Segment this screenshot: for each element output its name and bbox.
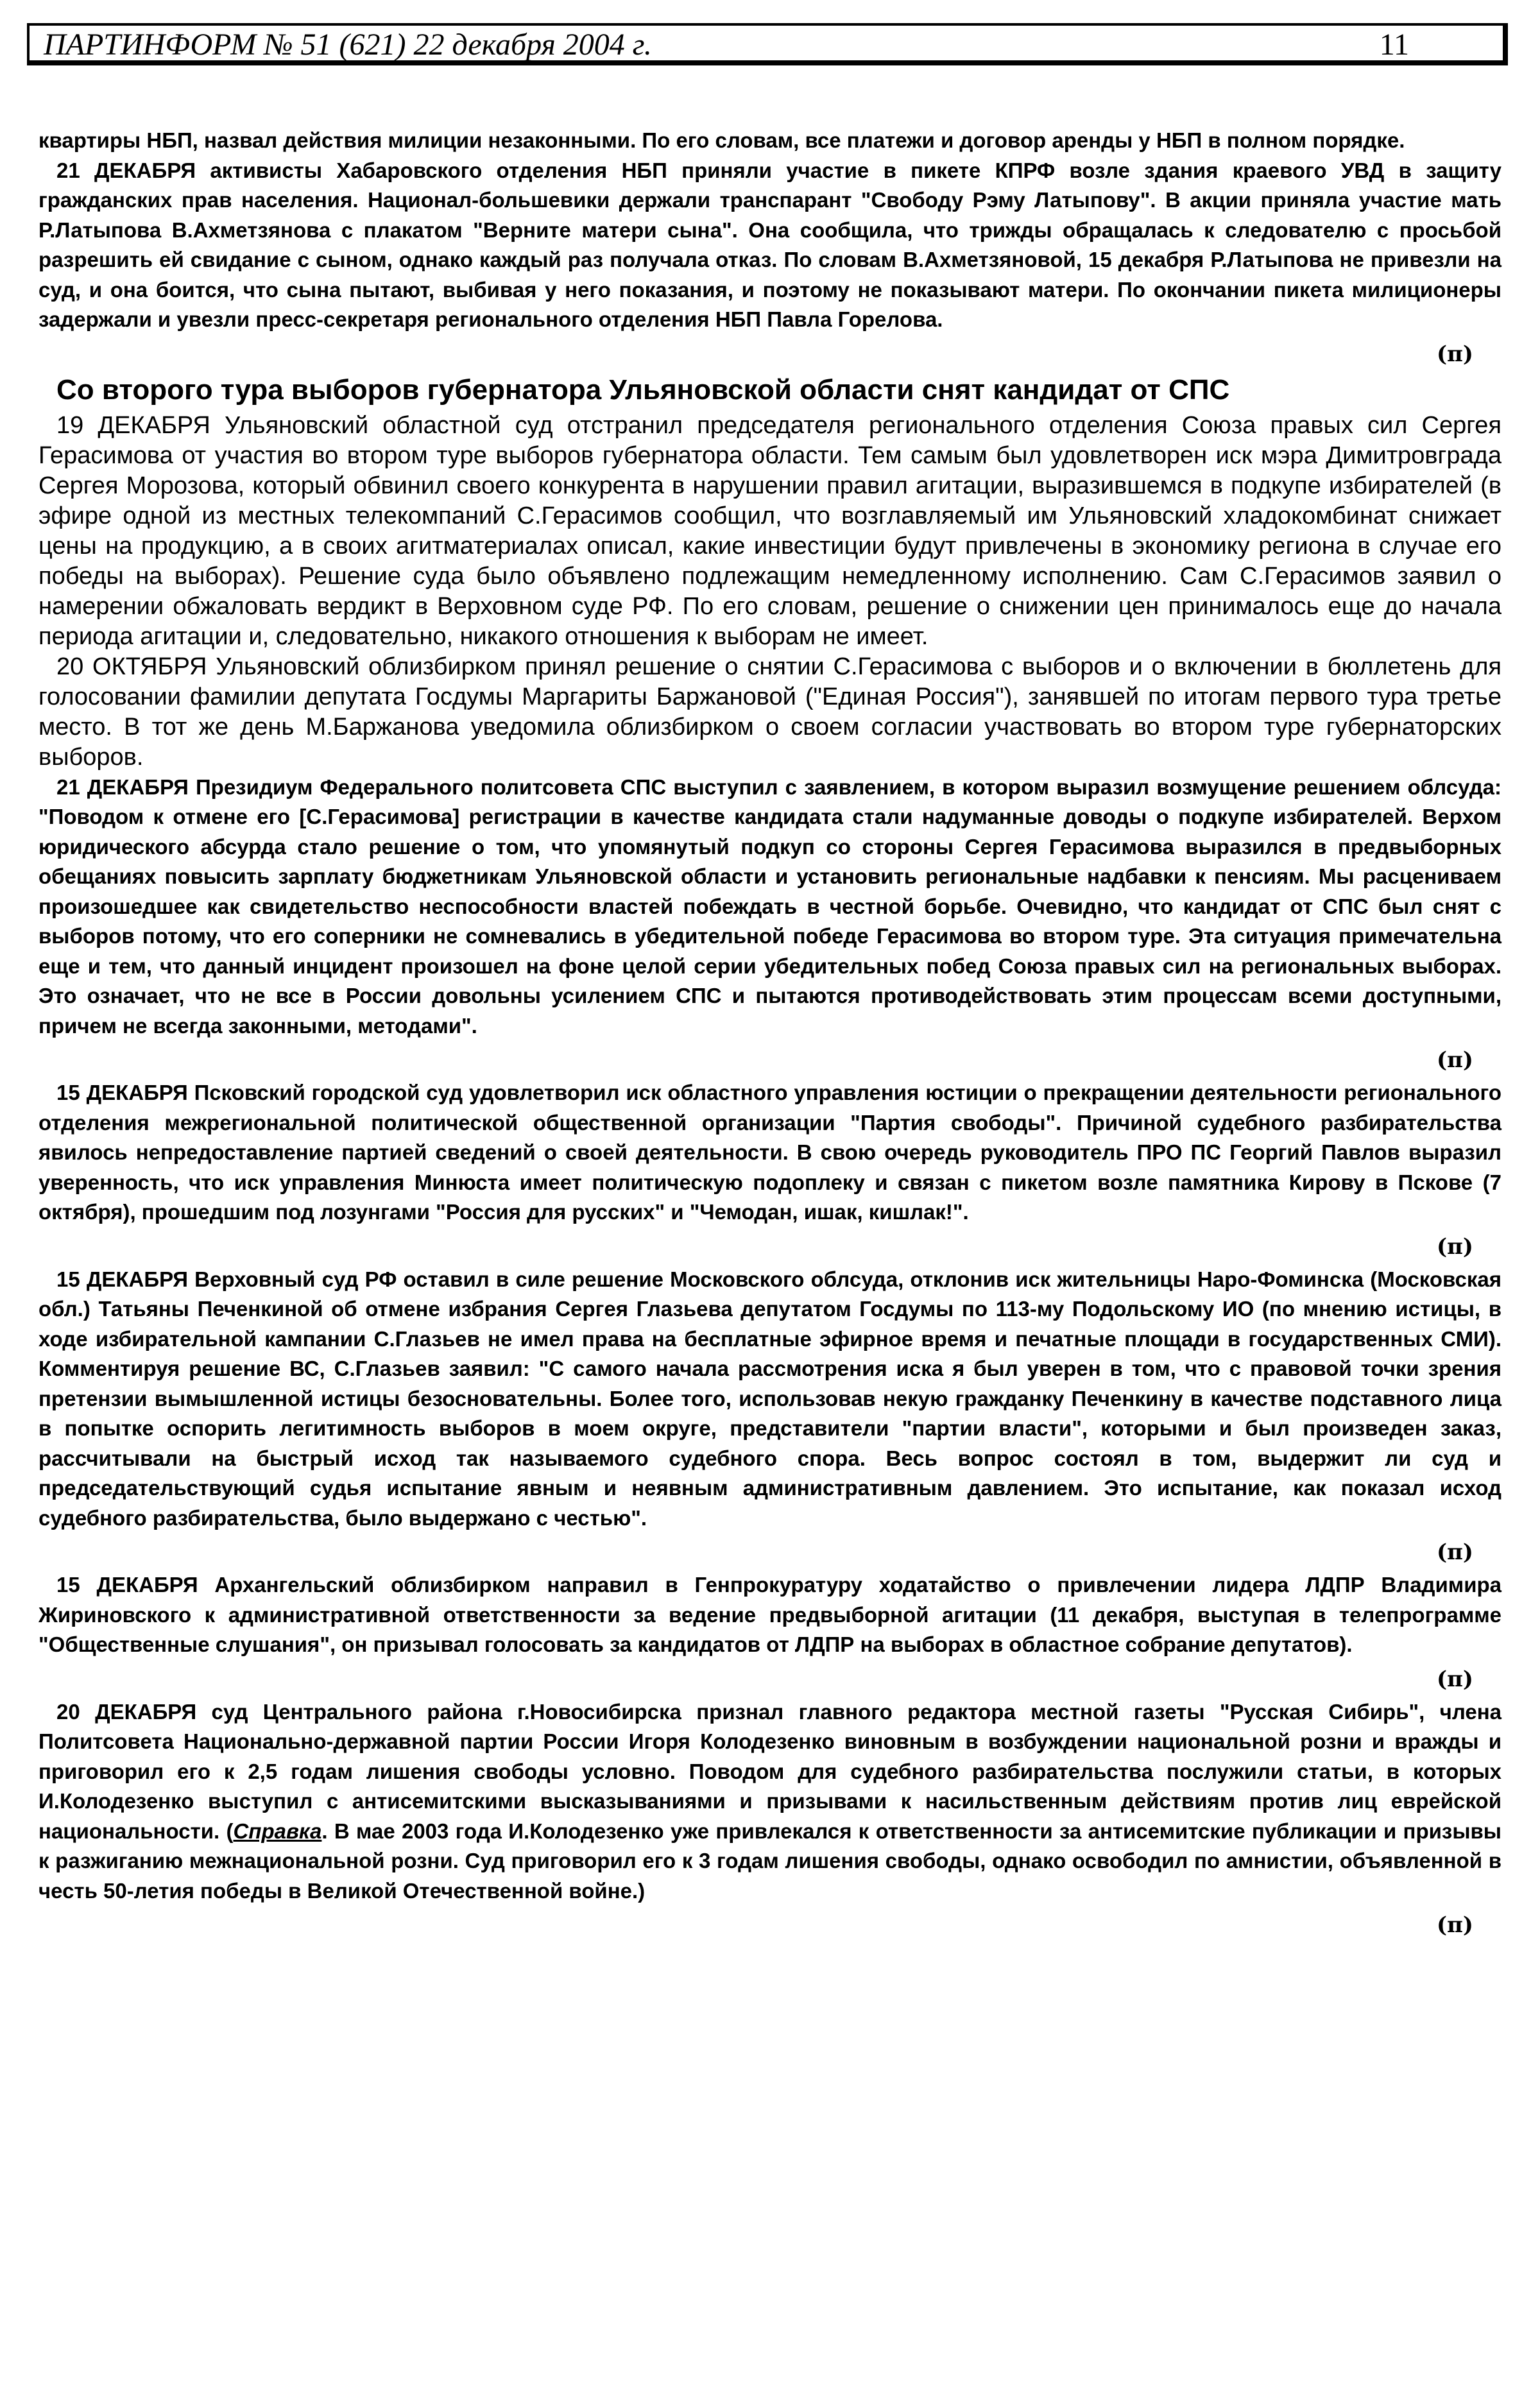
paragraph-ulyanovsk-commission: 20 ОКТЯБРЯ Ульяновский облизбирком принял решение о снятии С.Герасимова с выборов и о включении в бюллетень для голосовании фамилии депутата Госдумы Маргариты Баржановой ("Единая Россия"), занявшей по итогам первого тура третье место. В тот же день М.Баржанова уведомила облизбирком о своем согласии участвовать во втором туре губернаторских выборов.: [38, 653, 1502, 771]
article-headline: Со второго тура выборов губернатора Ульяновской области снят кандидат от СПС: [56, 373, 1230, 406]
paragraph-arkhangelsk-commission: 15 ДЕКАБРЯ Архангельский облизбирком направил в Генпрокуратуру ходатайство о привлечении лидера ЛДПР Владимира Жириновского к административной ответственности за ведение предвыборной агитации (11 декабря, выступая в телепрограмме "Общественные слушания", он призывал голосовать за кандидатов от ЛДПР на выборах в областное собрание депутатов).: [38, 1573, 1502, 1656]
paragraph-sps-statement: 21 ДЕКАБРЯ Президиум Федерального политсовета СПС выступил с заявлением, в котором выразил возмущение решением облсуда: "Поводом к отмене его [С.Герасимова] регистрации в качестве кандидата стали надуманные доводы о подкупе избирателей. Верхом юридического абсурда стало решение о том, что упомянутый подкуп со стороны Сергея Герасимова выразился в предвыборных обещаниях повысить зарплату бюджетникам Ульяновской области и установить региональные надбавки к пенсиям. Мы расцениваем произошедшее как свидетельство неспособности властей побеждать в честной борьбе. Очевидно, что кандидат от СПС был снят с выборов потому, что его соперники не сомневались в убедительной победе Герасимова во втором туре. Эта ситуация примечательна еще и тем, что данный инцидент произошел на фоне целой серии убедительных побед Союза правых сил на региональных выборах. Это означает, что не все в России довольны усилением СПС и пытаются противодействовать этим процессам всеми доступными, причем не всегда законными, методами".: [38, 775, 1502, 1038]
novosibirsk-text-part1: 20 ДЕКАБРЯ суд Центрального района г.Новосибирска признал главного редактора местной газеты "Русская Сибирь", члена Политсовета Национально-державной партии России Игоря Колодезенко виновным в возбуждении национальной розни и вражды и приговорил его к 2,5 годам лишения свободы условно. Поводом для судебного разбирательства послужили статьи, в которых И.Колодезенко выступил с антисемитскими высказываниями и призывами к насильственным действиям против лиц еврейской национальности. (: [38, 1699, 1502, 1843]
source-mark: (π): [1436, 1539, 1473, 1565]
page-header: [27, 23, 1508, 65]
reference-label: Справка: [233, 1819, 322, 1843]
article-body: [38, 126, 1502, 1943]
paragraph-glazyev-case: 15 ДЕКАБРЯ Верховный суд РФ оставил в силе решение Московского облсуда, отклонив иск жительницы Наро-Фоминска (Московская обл.) Татьяны Печенкиной об отмене избрания Сергея Глазьева депутатом Госдумы по 113-му Подольскому ИО (по мнению истицы, в ходе избирательной кампании С.Глазьев не имел права на бесплатные эфирное время и печатные площади в государственных СМИ). Комментируя решение ВС, С.Глазьев заявил: "С самого начала рассмотрения иска я был уверен в том, что с правовой точки зрения претензии вымышленной истицы безосновательны. Более того, использовав некую гражданку Печенкину в качестве подставного лица в попытке оспорить легитимность выборов в моем округе, представители "партии власти", которыми и был произведен заказ, рассчитывали на быстрый исход так называемого судебного спора. Весь вопрос состоял в том, выдержит ли суд и председательствующий судья испытание явным и неявным административным давлением. Это испытание, как показал исход судебного разбирательства, было выдержано с честью".: [38, 1267, 1502, 1530]
source-mark: (π): [1436, 1047, 1473, 1073]
paragraph-khabarovsk-picket: 21 ДЕКАБРЯ активисты Хабаровского отделения НБП приняли участие в пикете КПРФ возле здания краевого УВД в защиту гражданских прав населения. Национал-большевики держали транспарант "Свободу Рэму Латыпову". В акции приняла участие мать Р.Латыпова В.Ахметзянова с плакатом "Верните матери сына". Она сообщила, что трижды обращалась к следователю с просьбой разрешить ей свидание с сыном, однако каждый раз получала отказ. По словам В.Ахметзяновой, 15 декабря Р.Латыпова не привезли на суд, и она боится, что сына пытают, выбивая у него показания, и поэтому не показывают матери. По окончании пикета милиционеры задержали и увезли пресс-секретаря регионального отделения НБП Павла Горелова.: [38, 158, 1502, 331]
novosibirsk-text-part2: . В мае 2003 года И.Колодезенко уже привлекался к ответственности за антисемитские публикации и призывы к разжиганию межнациональной розни. Суд приговорил его к 3 годам лишения свободы, однако освободил по амнистии, объявленной в честь 50-летия победы в Великой Отечественной войне.): [38, 1819, 1502, 1903]
paragraph-pskov-court: 15 ДЕКАБРЯ Псковский городской суд удовлетворил иск областного управления юстиции о прекращении деятельности регионального отделения межрегиональной политической общественной организации "Партия свободы". Причиной судебного разбирательства явилось непредоставление партией сведений о своей деятельности. В свою очередь руководитель ПРО ПС Георгий Павлов выразил уверенность, что иск управления Минюста имеет политическую подоплеку и связан с пикетом возле памятника Кирову в Пскове (7 октября), прошедшим под лозунгами "Россия для русских" и "Чемодан, ишак, кишлак!".: [38, 1081, 1502, 1224]
source-mark: (π): [1436, 341, 1473, 367]
paragraph-novosibirsk-court: [38, 1697, 1502, 1906]
source-mark: (π): [1436, 1233, 1473, 1260]
source-mark: (π): [1436, 1666, 1473, 1692]
page-number: 11: [1379, 28, 1409, 62]
paragraph-ulyanovsk-court: 19 ДЕКАБРЯ Ульяновский областной суд отстранил председателя регионального отделения Союза правых сил Сергея Герасимова от участия во втором туре выборов губернатора области. Тем самым был удовлетворен иск мэра Димитровграда Сергея Морозова, который обвинил своего конкурента в нарушении правил агитации, выразившемся в подкупе избирателей (в эфире одной из местных телекомпаний С.Герасимов сообщил, что возглавляемый им Ульяновский хладокомбинат снижает цены на продукцию, а в своих агитматериалах описал, какие инвестиции будут привлечены в экономику региона в случае его победы на выборах). Решение суда было объявлено подлежащим немедленному исполнению. Сам С.Герасимов заявил о намерении обжаловать вердикт в Верховном суде РФ. По его словам, решение о снижении цен принималось еще до начала периода агитации и, следовательно, никакого отношения к выборам не имеет.: [38, 411, 1502, 650]
source-mark: (π): [1436, 1912, 1473, 1938]
header-title: ПАРТИНФОРМ № 51 (621) 22 декабря 2004 г.: [44, 28, 652, 62]
paragraph-khabarovsk-continued: квартиры НБП, назвал действия милиции незаконными. По его словам, все платежи и договор аренды у НБП в полном порядке.: [38, 128, 1405, 152]
